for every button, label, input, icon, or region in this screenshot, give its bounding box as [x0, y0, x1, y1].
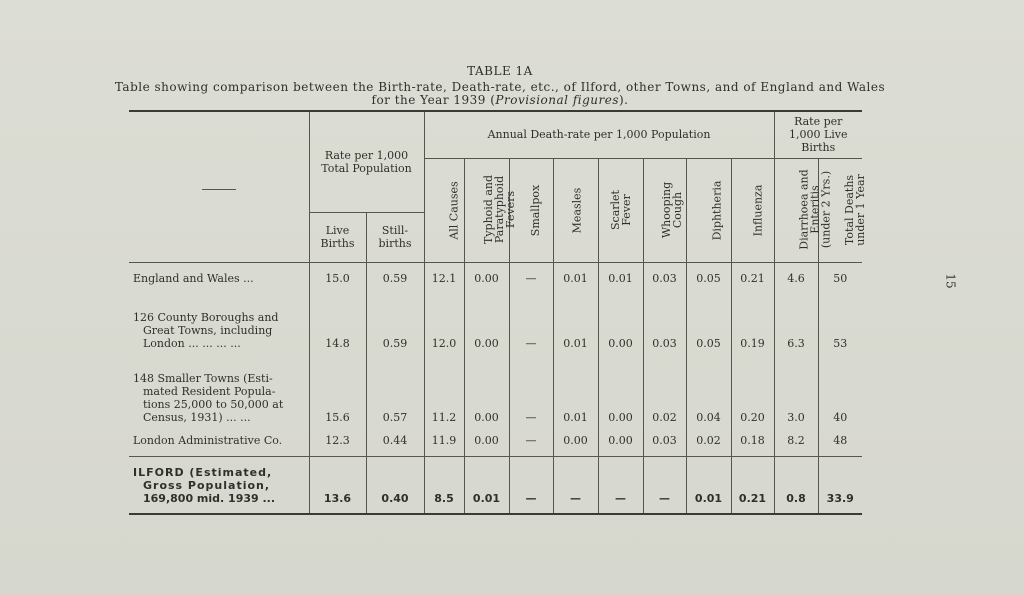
cell-total-deaths: 50	[818, 262, 862, 294]
table-row-ilford	[129, 456, 862, 514]
cell-live-births: 12.3	[309, 430, 366, 456]
cell-still-births: 0.40	[366, 456, 424, 514]
row-header-corner	[129, 112, 309, 262]
cell-measles: —	[553, 456, 598, 514]
cell-diarrhoea: 8.2	[774, 430, 818, 456]
cell-whooping-cough: 0.02	[643, 356, 686, 430]
cell-total-deaths: 48	[818, 430, 862, 456]
cell-measles: 0.01	[553, 294, 598, 356]
cell-diphtheria: 0.04	[686, 356, 731, 430]
table-title: TABLE 1A	[467, 64, 533, 78]
page-number: 15	[943, 273, 958, 289]
cell-diarrhoea: 6.3	[774, 294, 818, 356]
cell-whooping-cough: 0.03	[643, 294, 686, 356]
header-still-births: Still-births	[366, 212, 424, 262]
cell-diphtheria: 0.01	[686, 456, 731, 514]
cell-scarlet-fever: 0.00	[598, 430, 643, 456]
table-row	[129, 356, 862, 430]
header-smallpox: Smallpox	[509, 158, 553, 262]
row-label: England and Wales ...	[133, 271, 254, 285]
cell-all-causes: 8.5	[424, 456, 464, 514]
cell-whooping-cough: 0.03	[643, 262, 686, 294]
cell-scarlet-fever: 0.00	[598, 294, 643, 356]
cell-smallpox: —	[509, 456, 553, 514]
cell-diarrhoea: 4.6	[774, 262, 818, 294]
cell-measles: 0.01	[553, 262, 598, 294]
cell-scarlet-fever: 0.00	[598, 356, 643, 430]
header-diphtheria: Diphtheria	[686, 158, 731, 262]
cell-typhoid: 0.00	[464, 356, 509, 430]
header-influenza: Influenza	[731, 158, 774, 262]
cell-influenza: 0.21	[731, 262, 774, 294]
cell-smallpox: —	[509, 262, 553, 294]
cell-scarlet-fever: —	[598, 456, 643, 514]
cell-typhoid: 0.00	[464, 294, 509, 356]
header-whooping-cough: Whooping Cough	[643, 158, 686, 262]
cell-influenza: 0.18	[731, 430, 774, 456]
cell-live-births: 13.6	[309, 456, 366, 514]
cell-still-births: 0.44	[366, 430, 424, 456]
cell-total-deaths: 53	[818, 294, 862, 356]
row-label: 148 Smaller Towns (Esti- mated Resident Popula- tions 25,000 to 50,000 at Census, 1931) ... ...	[133, 372, 284, 424]
header-rate-live-births: Rate per 1,000 Live Births	[774, 112, 862, 158]
cell-diarrhoea: 0.8	[774, 456, 818, 514]
cell-typhoid: 0.01	[464, 456, 509, 514]
row-label: London Administrative Co.	[129, 430, 309, 456]
table-row	[129, 294, 862, 356]
header-live-births: Live Births	[309, 212, 366, 262]
header-scarlet-fever: Scarlet Fever	[598, 158, 643, 262]
cell-still-births: 0.59	[366, 262, 424, 294]
cell-typhoid: 0.00	[464, 262, 509, 294]
cell-live-births: 14.8	[309, 294, 366, 356]
cell-total-deaths: 33.9	[818, 456, 862, 514]
cell-influenza: 0.20	[731, 356, 774, 430]
header-diarrhoea: Diarrhoea and Enteritis (under 2 Yrs.)	[774, 158, 818, 262]
cell-total-deaths: 40	[818, 356, 862, 430]
cell-measles: 0.00	[553, 430, 598, 456]
header-all-causes: All Causes	[424, 158, 464, 262]
cell-live-births: 15.0	[309, 262, 366, 294]
cell-diarrhoea: 3.0	[774, 356, 818, 430]
cell-influenza: 0.21	[731, 456, 774, 514]
table-row	[129, 430, 862, 456]
cell-still-births: 0.59	[366, 294, 424, 356]
table-row	[129, 262, 862, 294]
header-typhoid: Typhoid and Paratyphoid Fevers	[464, 158, 509, 262]
cell-smallpox: —	[509, 294, 553, 356]
header-rate-total-population: Rate per 1,000 Total Population	[309, 112, 424, 212]
cell-still-births: 0.57	[366, 356, 424, 430]
cell-typhoid: 0.00	[464, 430, 509, 456]
cell-all-causes: 12.1	[424, 262, 464, 294]
cell-diphtheria: 0.05	[686, 294, 731, 356]
cell-all-causes: 12.0	[424, 294, 464, 356]
cell-all-causes: 11.9	[424, 430, 464, 456]
header-total-deaths: Total Deaths under 1 Year	[818, 158, 862, 262]
header-annual-death-rate: Annual Death-rate per 1,000 Population	[424, 112, 774, 158]
cell-whooping-cough: —	[643, 456, 686, 514]
cell-whooping-cough: 0.03	[643, 430, 686, 456]
cell-smallpox: —	[509, 356, 553, 430]
table-subtitle-line2: for the Year 1939 (Provisional figures).	[371, 93, 629, 107]
comparison-table	[129, 110, 867, 515]
cell-diphtheria: 0.02	[686, 430, 731, 456]
header-measles: Measles	[553, 158, 598, 262]
row-label: ILFORD (Estimated, Gross Population, 169,800 mid. 1939 ...	[133, 466, 276, 505]
row-label: 126 County Boroughs and Great Towns, including London ... ... ... ...	[133, 311, 279, 350]
cell-live-births: 15.6	[309, 356, 366, 430]
cell-influenza: 0.19	[731, 294, 774, 356]
cell-measles: 0.01	[553, 356, 598, 430]
table-subtitle: Table showing comparison between the Birth-rate, Death-rate, etc., of Ilford, other Towns, and of England and Wales	[114, 80, 886, 94]
cell-all-causes: 11.2	[424, 356, 464, 430]
cell-scarlet-fever: 0.01	[598, 262, 643, 294]
cell-smallpox: —	[509, 430, 553, 456]
cell-diphtheria: 0.05	[686, 262, 731, 294]
